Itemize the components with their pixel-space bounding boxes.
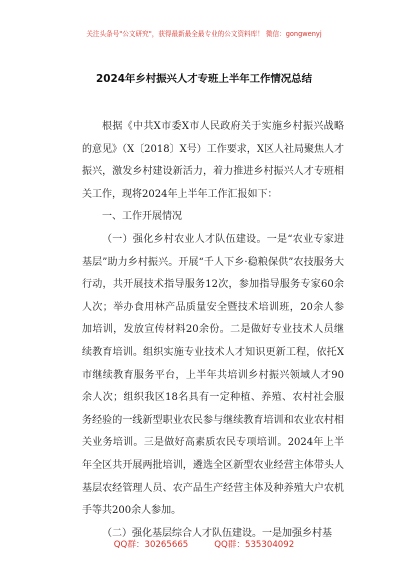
document-title: 2024年乡村振兴人才专班上半年工作情况总结 — [96, 73, 312, 85]
body-paragraph: （一）强化乡村农业人才队伍建设。一是“农业专家进基层”助力乡村振兴。开展“千人下乡·稳粮保供”农技服务大行动，共开展技术指导服务12次，参加指导服务专家60余人次；举办食用林产品质量安全暨技术培训班，20余人参加培训，发放宣传材料20余份。二是做好专业技术人员继续教育培训。组织实施专业技术人才知识更新工程，依托X市继续教育服务平台，上半年共培训乡村振兴领域人才90余人次；组织我区18名具有一定种植、养殖、农村社会服务经验的一线新型职业农民参与继续教育培训和农业农村相关业务培训。三是做好高素质农民专项培训。2024年上半年全区共开展两批培训，遴选全区新型农业经营主体带头人基层农经管理人员、农产品生产经营主体及种养殖大户农机手等共200余人参加。 — [82, 233, 344, 517]
intro-paragraph: 根据《中共X市委X市人民政府关于实施乡村振兴战略的意见》（X〔2018〕X号）工作要求，X区人社局聚焦人才振兴，激发乡村建设新活力，着力推进乡村振兴人才专班相关工作，现将2024年上半年工作汇报如下： — [82, 121, 344, 200]
document-body — [82, 116, 344, 545]
footer-contact — [0, 538, 408, 550]
qq-group-1: QQ群：30265665 — [113, 540, 189, 550]
promo-banner: 关注头条号"公文研究"，获得最新最全最专业的公文资料库！ 微信：gongwenyj — [86, 30, 322, 38]
section-heading: 一、工作开展情况 — [102, 211, 182, 223]
body-paragraph: （二）强化基层综合人才队伍建设。一是加强乡村基 — [102, 527, 332, 539]
qq-group-2: QQ群：535304092 — [214, 540, 295, 550]
